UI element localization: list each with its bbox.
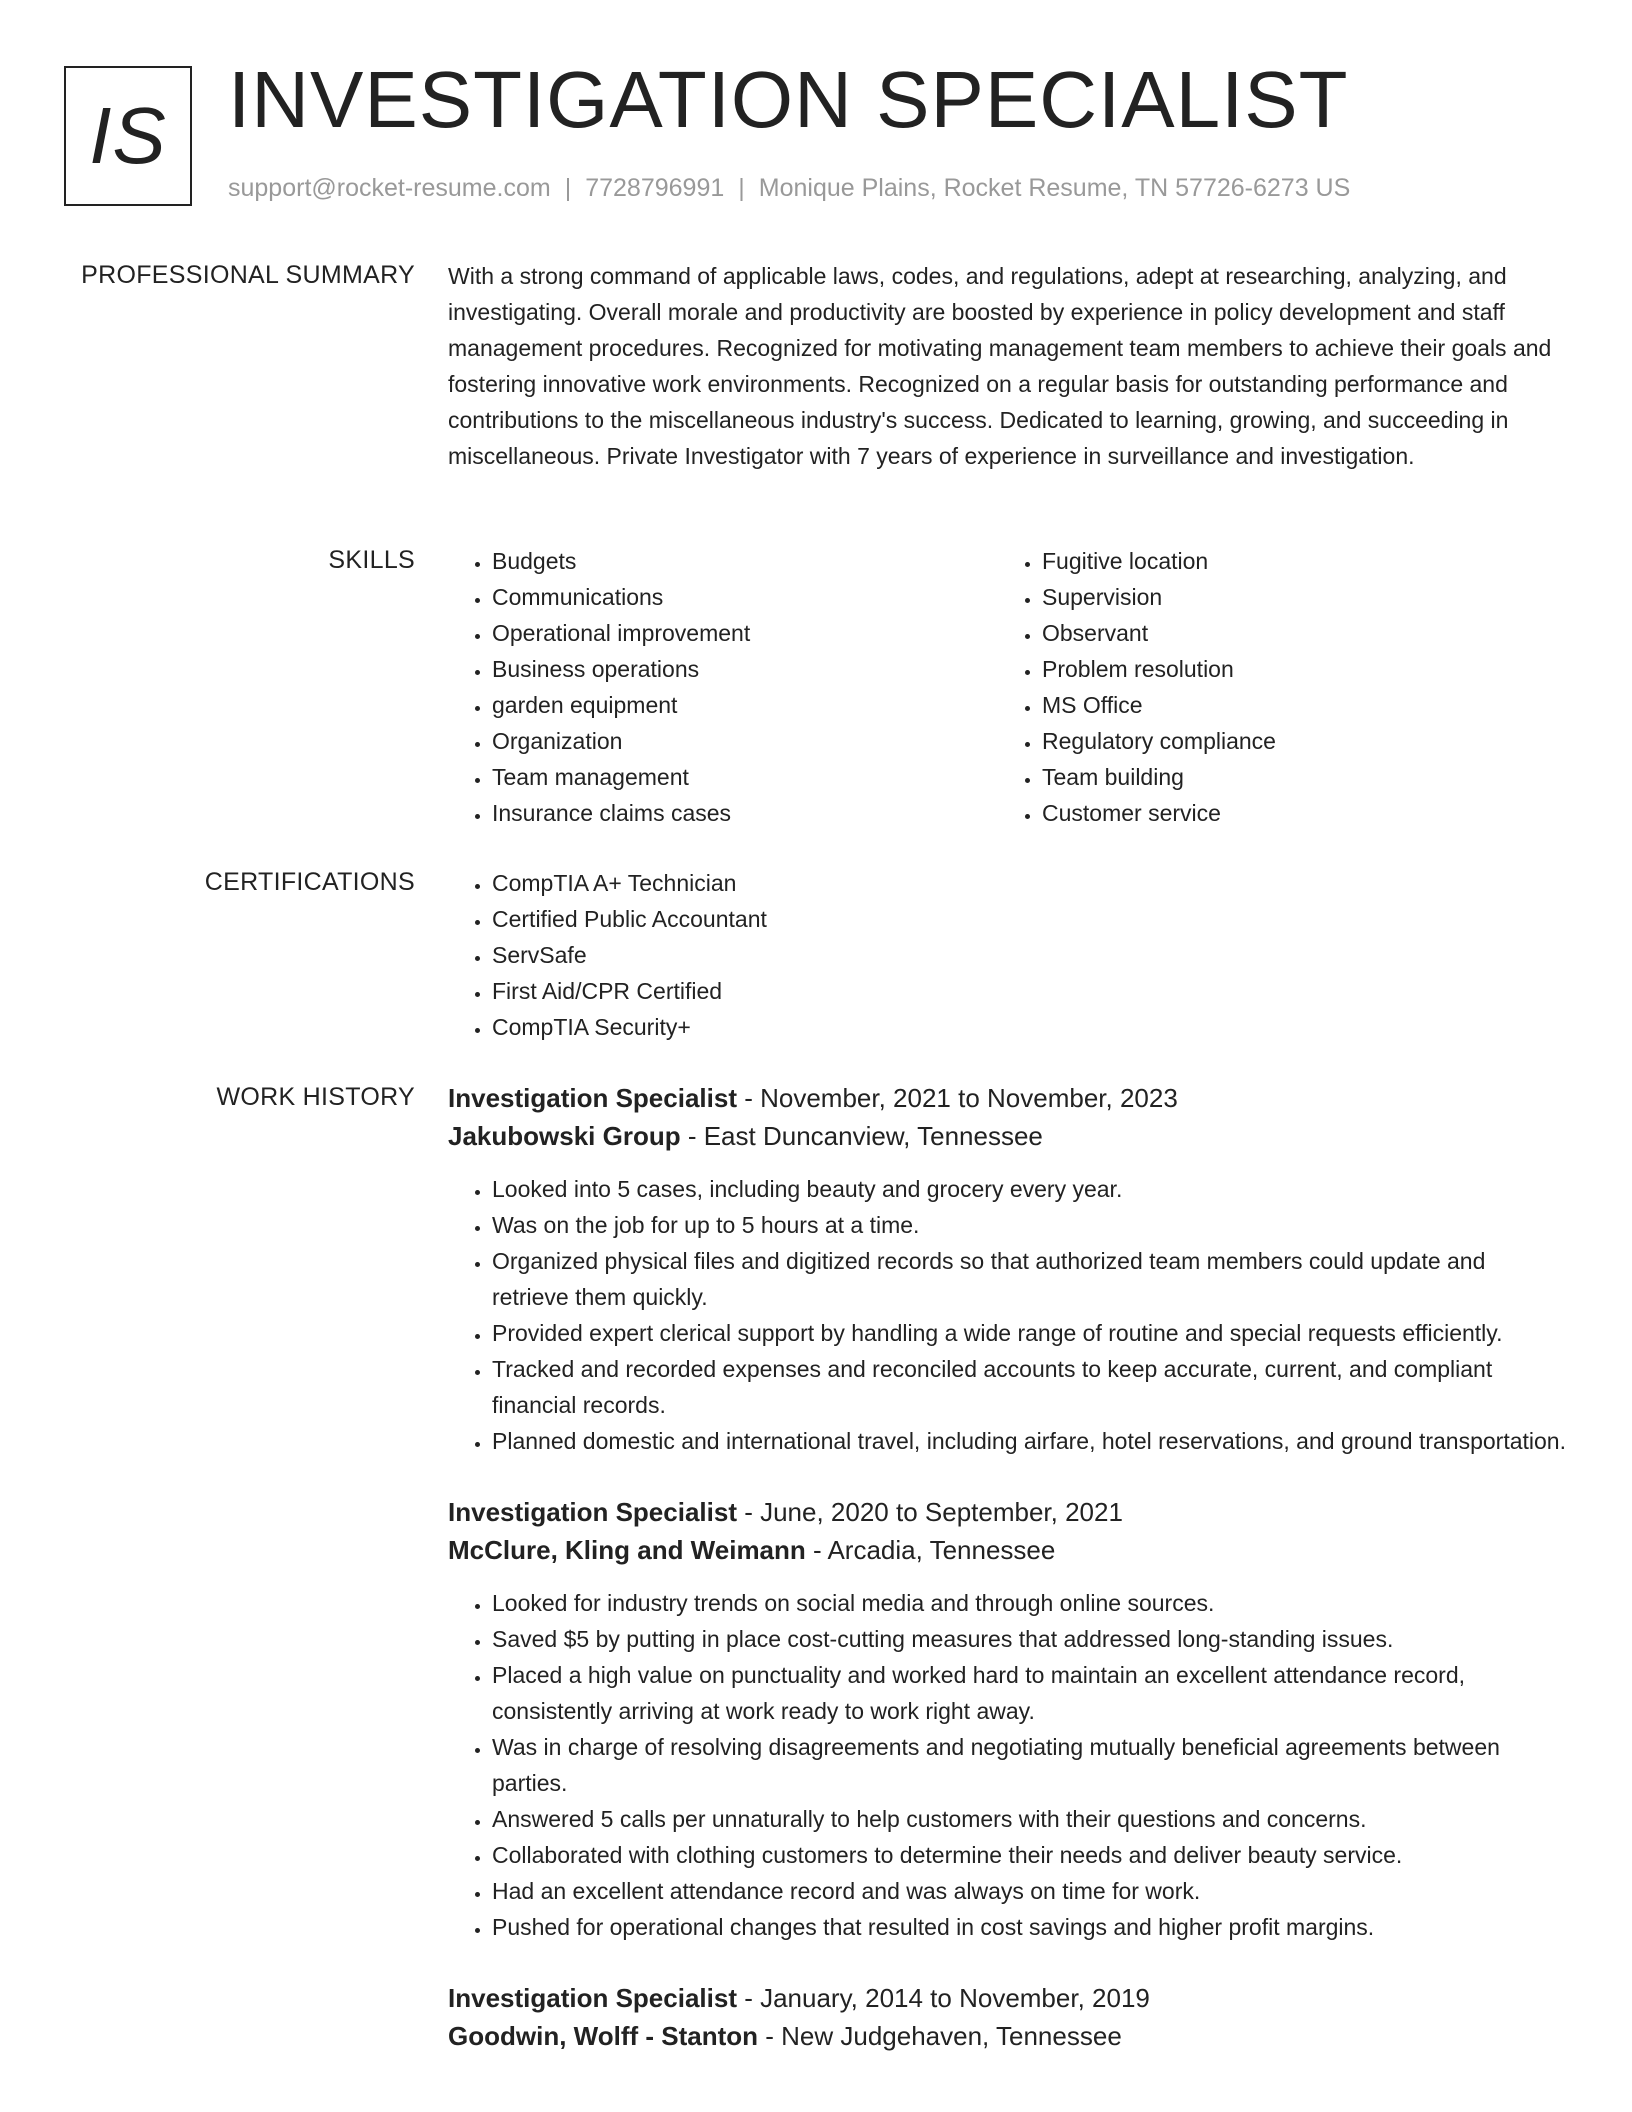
job-company: Goodwin, Wolff - Stanton xyxy=(448,2021,759,2051)
job-duty-item: • Was in charge of resolving disagreements and negotiating mutually beneficial agreements between parties. xyxy=(492,1729,1568,1801)
job-title-line xyxy=(448,1493,1568,1531)
certification-item: • CompTIA A+ Technician xyxy=(492,865,1568,901)
job-entry xyxy=(448,1979,1568,2055)
job-duty-item: • Pushed for operational changes that resulted in cost savings and higher profit margins. xyxy=(492,1909,1568,1945)
section-heading: WORK HISTORY xyxy=(216,1083,415,1111)
contact-address: Monique Plains, Rocket Resume, TN 57726-6273 US xyxy=(758,174,1351,202)
skill-item: • Team building xyxy=(1042,759,1548,795)
contact-email[interactable]: support@rocket-resume.com xyxy=(228,174,551,202)
job-title: Investigation Specialist xyxy=(448,1983,737,2013)
job-duty-item: • Collaborated with clothing customers to determine their needs and deliver beauty service. xyxy=(492,1837,1568,1873)
job-dates: - January, 2014 to November, 2019 xyxy=(736,1983,1150,2013)
job-duty-item: • Placed a high value on punctuality and worked hard to maintain an excellent attendance record, consistently arriving at work ready to work right away. xyxy=(492,1657,1568,1729)
contact-line xyxy=(228,174,1350,203)
skill-item: • Problem resolution xyxy=(1042,651,1548,687)
section-heading: SKILLS xyxy=(328,546,415,574)
skills-column-right xyxy=(998,543,1548,831)
job-duty-item: • Provided expert clerical support by handling a wide range of routine and special requests efficiently. xyxy=(492,1315,1568,1351)
job-duty-item: • Answered 5 calls per unnaturally to help customers with their questions and concerns. xyxy=(492,1801,1568,1837)
certification-item: • CompTIA Security+ xyxy=(492,1009,1568,1045)
skill-item: • Supervision xyxy=(1042,579,1548,615)
skill-item: • Regulatory compliance xyxy=(1042,723,1548,759)
job-company-line xyxy=(448,2017,1568,2055)
job-entry xyxy=(448,1493,1568,1945)
monogram-badge: IS xyxy=(64,66,192,206)
skill-item: • Customer service xyxy=(1042,795,1548,831)
skill-item: • Organization xyxy=(492,723,998,759)
work-history-body xyxy=(448,1079,1568,2089)
certifications-body xyxy=(448,865,1568,1045)
certification-item: • First Aid/CPR Certified xyxy=(492,973,1568,1009)
job-location: - Arcadia, Tennessee xyxy=(805,1535,1056,1565)
skills-column-left xyxy=(448,543,998,831)
skills-list xyxy=(998,543,1548,831)
job-company: McClure, Kling and Weimann xyxy=(448,1535,806,1565)
summary-body xyxy=(448,258,1568,474)
job-title-line xyxy=(448,1979,1568,2017)
skill-item: • Observant xyxy=(1042,615,1548,651)
job-title: Investigation Specialist xyxy=(448,1497,737,1527)
job-duty-item: • Tracked and recorded expenses and reconciled accounts to keep accurate, current, and compliant financial records. xyxy=(492,1351,1568,1423)
job-duty-item: • Planned domestic and international travel, including airfare, hotel reservations, and ground transportation. xyxy=(492,1423,1568,1459)
summary-text: With a strong command of applicable laws, codes, and regulations, adept at researching, analyzing, and investigating. Overall morale and productivity are boosted by experience in policy development and staff management procedures. Recognized for motivating management team members to achieve their goals and fostering innovative work environments. Recognized on a regular basis for outstanding performance and contributions to the miscellaneous industry's success. Dedicated to learning, growing, and succeeding in miscellaneous. Private Investigator with 7 years of experience in surveillance and investigation. xyxy=(448,263,1552,469)
job-duty-item: • Had an excellent attendance record and was always on time for work. xyxy=(492,1873,1568,1909)
job-location: - East Duncanview, Tennessee xyxy=(680,1121,1043,1151)
contact-phone[interactable]: 7728796991 xyxy=(585,174,725,202)
contact-separator: | xyxy=(564,174,572,202)
job-location: - New Judgehaven, Tennessee xyxy=(758,2021,1122,2051)
skill-item: • Fugitive location xyxy=(1042,543,1548,579)
skill-item: • MS Office xyxy=(1042,687,1548,723)
job-company: Jakubowski Group xyxy=(448,1121,681,1151)
skills-list xyxy=(448,543,998,831)
job-dates: - November, 2021 to November, 2023 xyxy=(736,1083,1178,1113)
certifications-list xyxy=(448,865,1568,1045)
job-company-line xyxy=(448,1117,1568,1155)
skill-item: • Communications xyxy=(492,579,998,615)
job-duty-item: • Looked into 5 cases, including beauty and grocery every year. xyxy=(492,1171,1568,1207)
job-duty-item: • Organized physical files and digitized records so that authorized team members could update and retrieve them quickly. xyxy=(492,1243,1568,1315)
job-duty-item: • Saved $5 by putting in place cost-cutting measures that addressed long-standing issues. xyxy=(492,1621,1568,1657)
skill-item: • Business operations xyxy=(492,651,998,687)
certification-item: • Certified Public Accountant xyxy=(492,901,1568,937)
section-heading: CERTIFICATIONS xyxy=(204,868,415,896)
skill-item: • garden equipment xyxy=(492,687,998,723)
job-dates: - June, 2020 to September, 2021 xyxy=(736,1497,1123,1527)
page-title: INVESTIGATION SPECIALIST xyxy=(228,55,1349,144)
skill-item: • Insurance claims cases xyxy=(492,795,998,831)
certification-item: • ServSafe xyxy=(492,937,1568,973)
job-duty-item: • Looked for industry trends on social media and through online sources. xyxy=(492,1585,1568,1621)
job-title-line xyxy=(448,1079,1568,1117)
job-title: Investigation Specialist xyxy=(448,1083,737,1113)
skill-item: • Operational improvement xyxy=(492,615,998,651)
job-duty-item: • Was on the job for up to 5 hours at a time. xyxy=(492,1207,1568,1243)
section-heading: PROFESSIONAL SUMMARY xyxy=(81,261,415,289)
job-company-line xyxy=(448,1531,1568,1569)
contact-separator: | xyxy=(738,174,745,202)
skills-body xyxy=(448,543,1568,831)
job-duties-list xyxy=(448,1171,1568,1459)
skill-item: • Team management xyxy=(492,759,998,795)
job-entry xyxy=(448,1079,1568,1459)
skill-item: • Budgets xyxy=(492,543,998,579)
job-duties-list xyxy=(448,1585,1568,1945)
